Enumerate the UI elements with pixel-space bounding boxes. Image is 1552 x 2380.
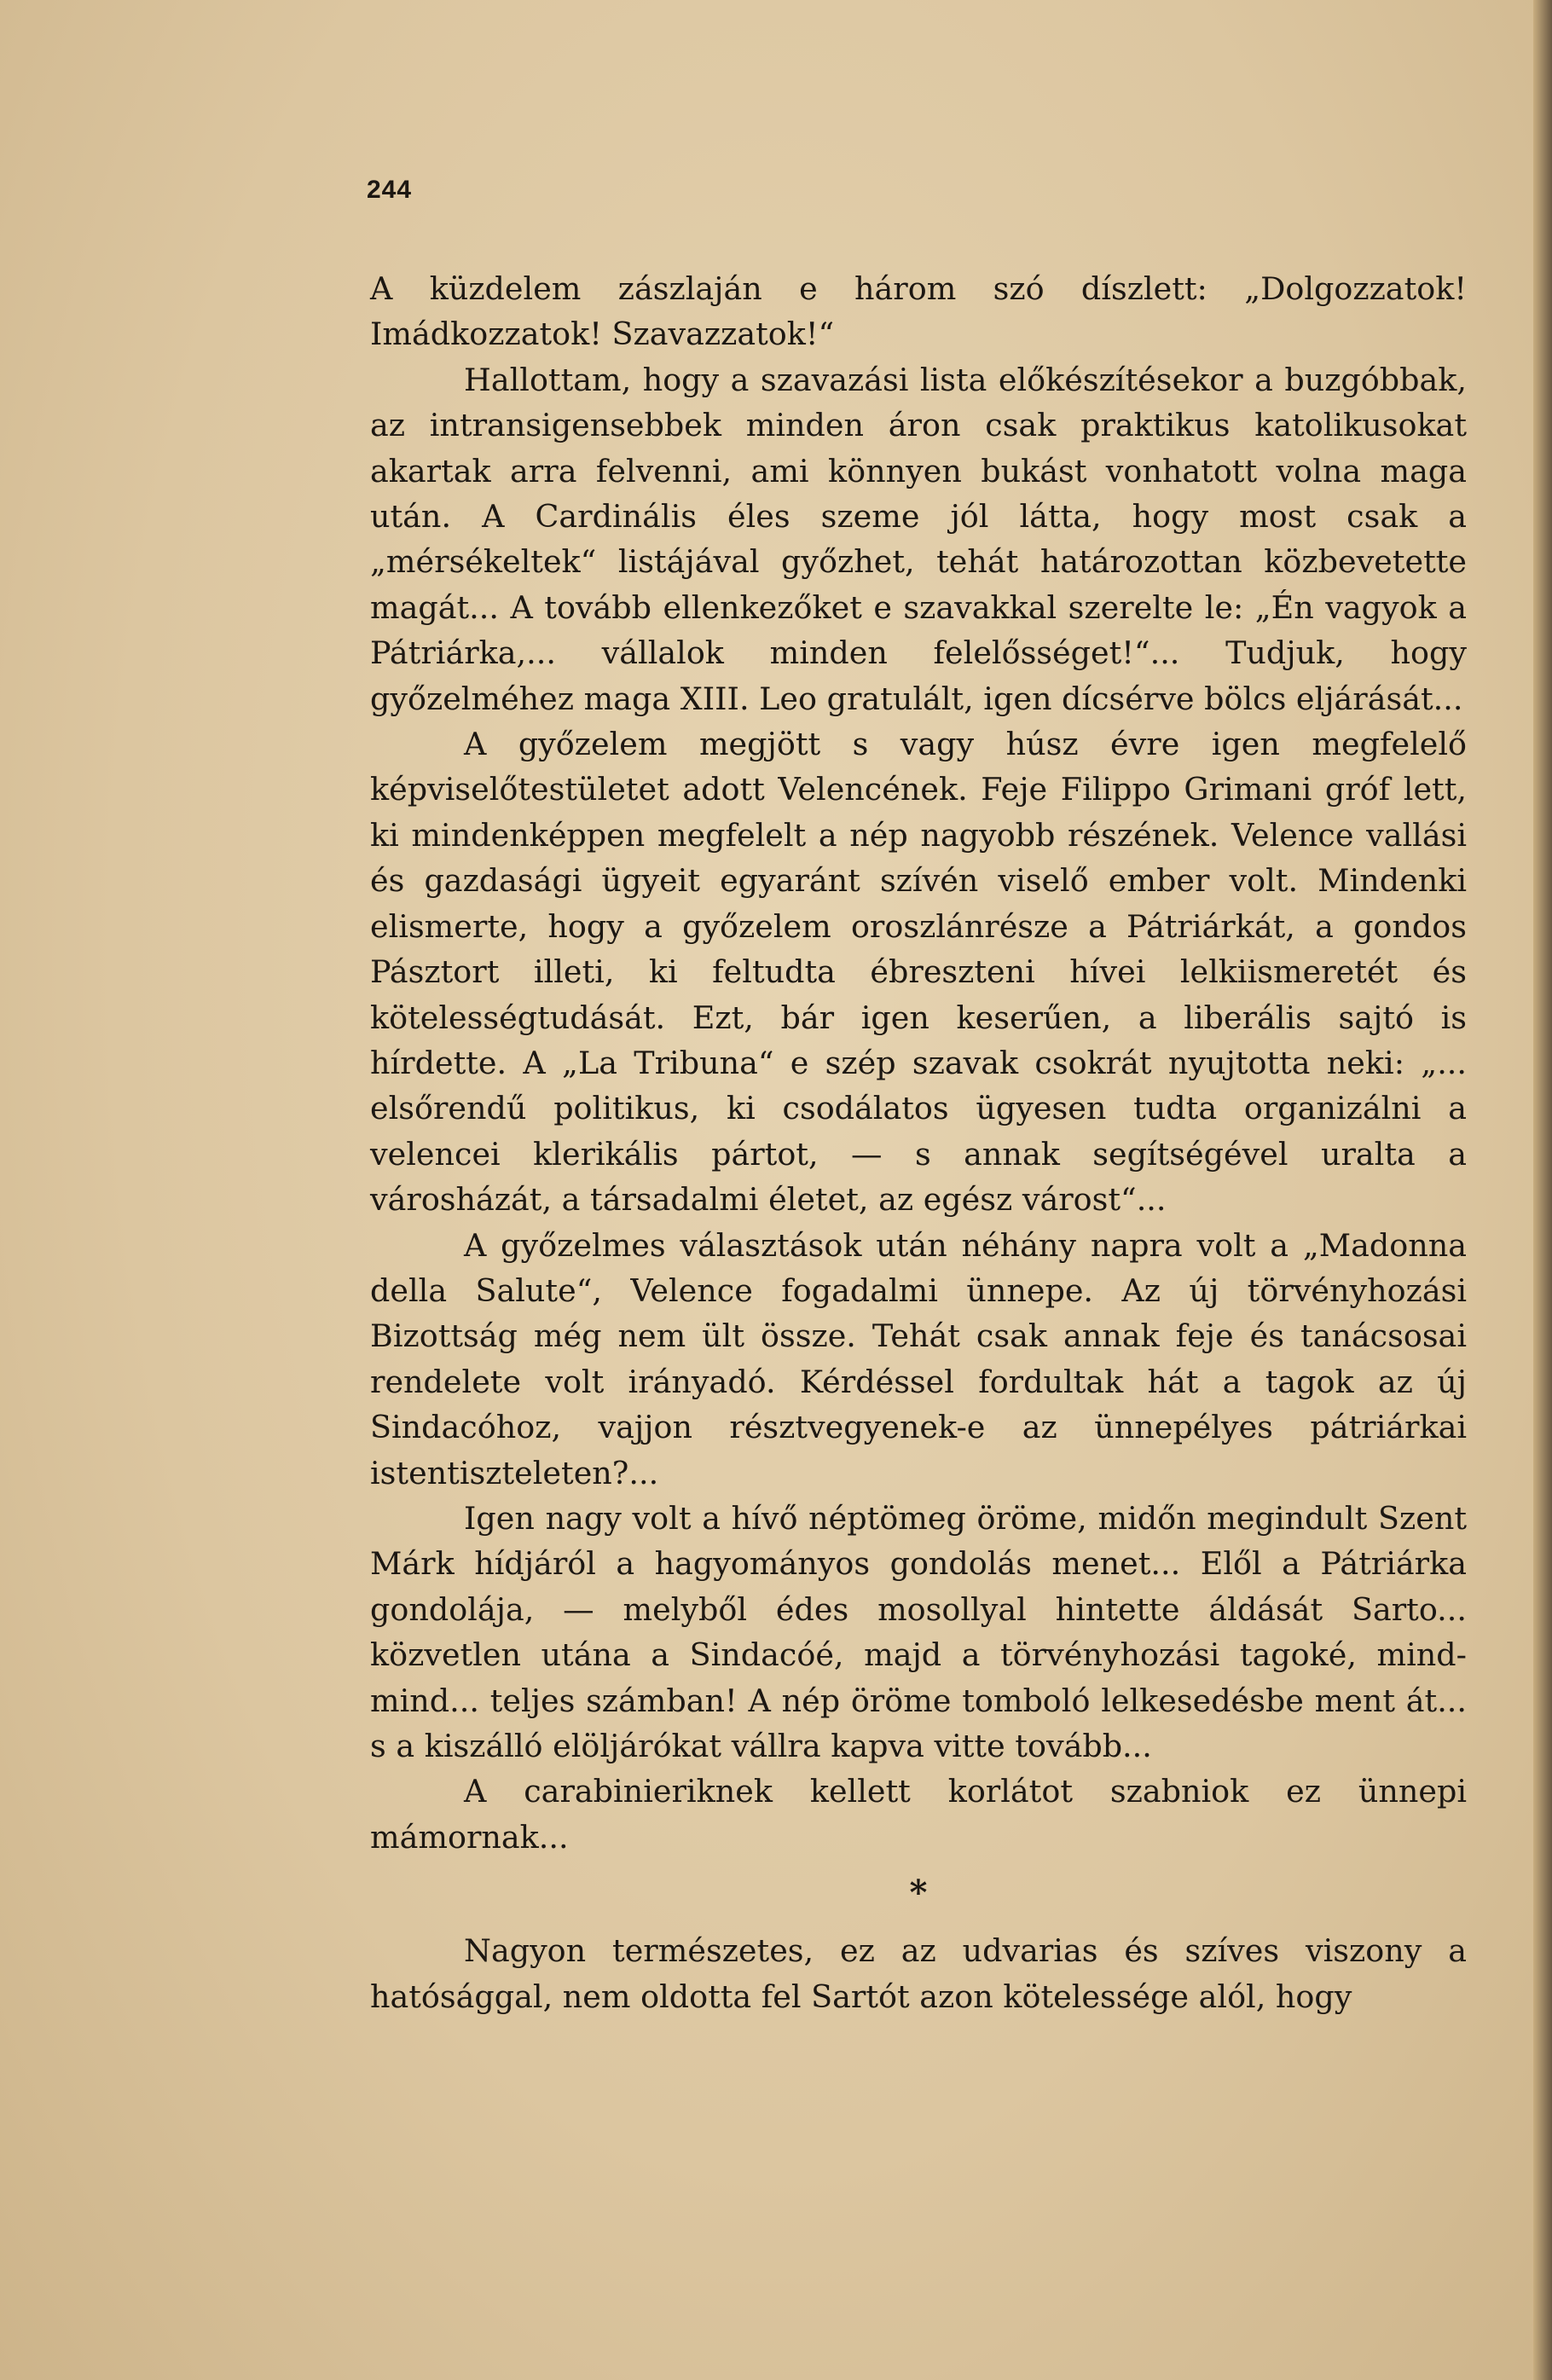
- paragraph-7: Nagyon természetes, ez az udvarias és szíves viszony a hatósággal, nem oldotta fel Sartót azon kötelessége alól, hogy: [370, 1932, 1467, 2015]
- separator-gap: [370, 1920, 1467, 1928]
- paragraph-2: Hallottam, hogy a szavazási lista előkészítésekor a buzgóbbak, az intransigensebbek minden áron csak praktikus katolikusokat akartak arra felvenni, ami könnyen bukást vonhatott volna maga után. A Cardinális éles szeme jól látta, hogy most csak a „mérsékeltek“ listájával győzhet, tehát határozottan közbevetette magát... A tovább ellenkezőket e szavakkal szerelte le: „Én vagyok a Pátriárka,... vállalok minden felelősséget!“... Tudjuk, hogy győzelméhez maga XIII. Leo gratulált, igen dícsérve bölcs eljárását...: [370, 361, 1467, 717]
- section-separator: *: [909, 1873, 928, 1914]
- page-number: 244: [367, 176, 413, 204]
- paragraph-4: A győzelmes választások után néhány napra volt a „Madonna della Salute“, Velence fogadalmi ünnepe. Az új törvényhozási Bizottság még nem ült össze. Tehát csak annak feje és tanácsosai rendelete volt irányadó. Kérdéssel fordultak hát a tagok az új Sindacóhoz, vajjon résztvegyenek-e az ünnepélyes pátriárkai istentiszteleten?...: [370, 1226, 1467, 1491]
- paragraph-6: A carabinieriknek kellett korlátot szabniok ez ünnepi mámornak...: [370, 1773, 1467, 1856]
- body-text: [370, 266, 1467, 2019]
- paragraph-3: A győzelem megjött s vagy húsz évre igen megfelelő képviselőtestületet adott Velencének. Feje Filippo Grimani gróf lett, ki mindenképpen megfelelt a nép nagyobb részének. Velence vallási és gazdasági ügyeit egyaránt szívén viselő ember volt. Mindenki elismerte, hogy a győzelem oroszlánrésze a Pátriárkát, a gondos Pásztort illeti, ki feltudta ébreszteni hívei lelkiismeretét és kötelességtudását. Ezt, bár igen keserűen, a liberális sajtó is hírdette. A „La Tribuna“ e szép szavak csokrát nyujtotta neki: „... elsőrendű politikus, ki csodálatos ügyesen tudta organizálni a velencei klerikális pártot, — s annak segítségével uralta a városházát, a társadalmi életet, az egész várost“...: [370, 726, 1467, 1219]
- paragraph-1: A küzdelem zászlaján e három szó díszlett: „Dolgozzatok! Imádkozzatok! Szavazzatok!“: [370, 270, 1467, 353]
- paragraph-5: Igen nagy volt a hívő néptömeg öröme, midőn megindult Szent Márk hídjáról a hagyományos gondolás menet... Elől a Pátriárka gondolája, — melyből édes mosollyal hintette áldását Sarto... közvetlen utána a Sindacóé, majd a törvényhozási tagoké, mind-mind... teljes számban! A nép öröme tomboló lelkesedésbe ment át... s a kiszálló elöljárókat vállra kapva vitte tovább...: [370, 1499, 1467, 1764]
- page-spine-edge: [1533, 0, 1552, 2380]
